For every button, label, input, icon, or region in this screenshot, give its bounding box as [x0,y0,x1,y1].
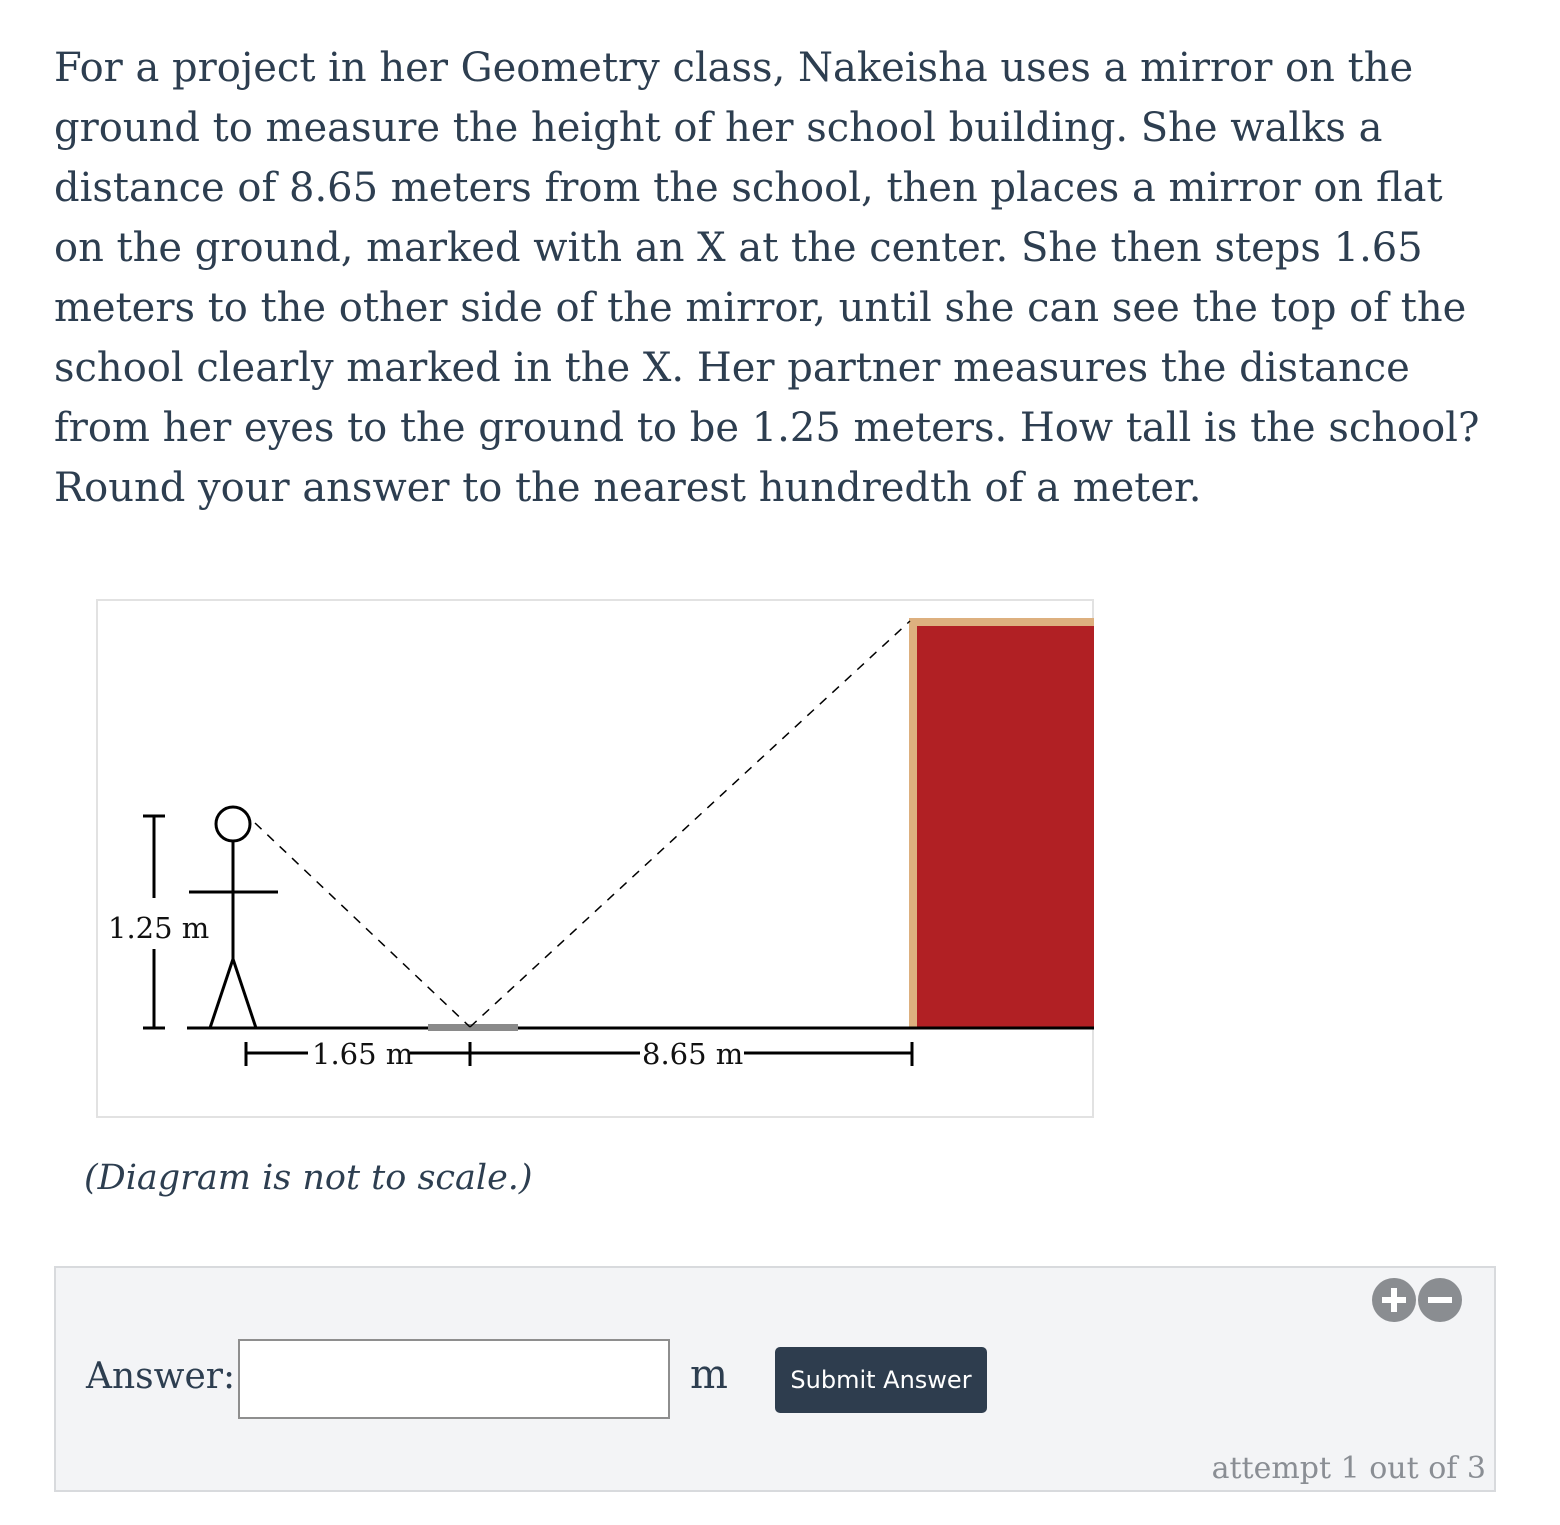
problem-text: For a project in her Geometry class, Nakeisha uses a mirror on the ground to measure the height of her school building. She walks a distance of 8.65 meters from the school, then places a mirror on flat on the ground, marked with an X at the center. She then steps 1.65 meters to the other side of the mirror, until she can see the top of the school clearly marked in the X. Her partner measures the distance from her eyes to the ground to be 1.25 meters. How tall is the school? Round your answer to the nearest hundredth of a meter. [54,45,1480,511]
person-to-mirror-label: 1.65 m [312,1037,414,1071]
minus-circle-icon[interactable] [1418,1278,1462,1322]
sight-line-mirror-to-roof [470,621,910,1027]
diagram-svg [98,601,1096,1120]
mirror-to-building-label: 8.65 m [642,1037,744,1071]
submit-answer-button[interactable]: Submit Answer [775,1347,987,1413]
zoom-controls [1372,1278,1466,1322]
answer-input[interactable] [238,1339,670,1419]
height-label: 1.25 m [108,911,210,945]
diagram-note: (Diagram is not to scale.) [84,1158,533,1198]
plus-circle-icon[interactable] [1372,1278,1416,1322]
diagram [96,599,1094,1118]
answer-label: Answer: [86,1356,236,1397]
sight-line-eye-to-mirror [255,823,470,1027]
school-building [917,626,1094,1028]
attempt-counter: attempt 1 out of 3 [1211,1451,1486,1486]
answer-panel [54,1266,1496,1492]
unit-label: m [690,1352,728,1398]
